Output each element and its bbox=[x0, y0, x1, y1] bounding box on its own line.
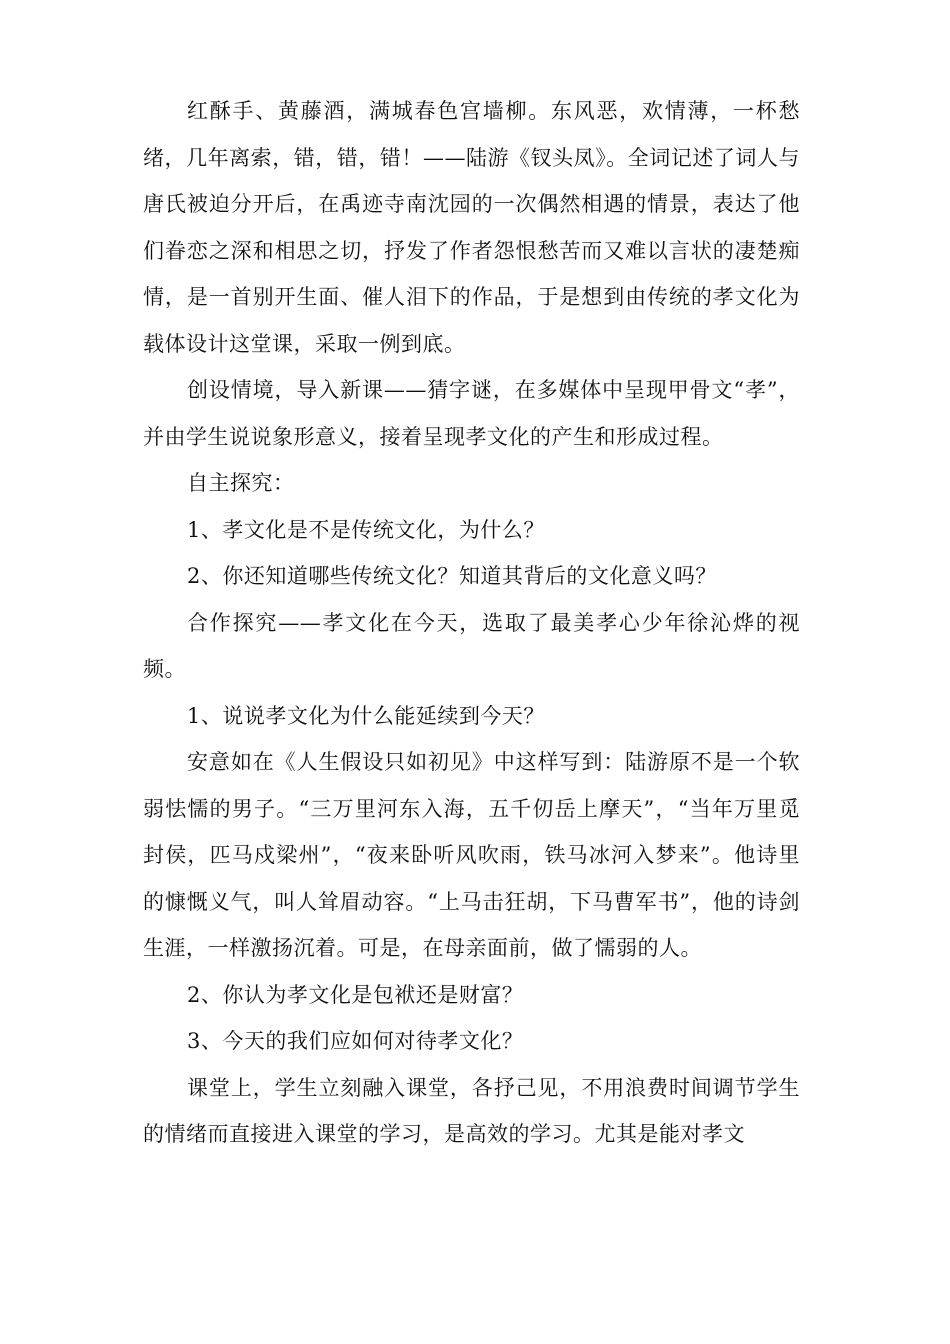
paragraph-an-yiru-quote: 安意如在《人生假设只如初见》中这样写到：陆游原不是一个软弱怯懦的男子。“三万里河东入海，五千仞岳上摩天”，“当年万里觅封侯，匹马戍梁州”，“夜来卧听风吹雨，铁马冰河入梦来”。他诗里的慷慨义气，叫人耸眉动容。“上马击狂胡，下马曹军书”，他的诗剑生涯，一样激扬沉着。可是，在母亲面前，做了懦弱的人。 bbox=[143, 750, 800, 960]
paragraph-discussion-2: 2、你认为孝文化是包袱还是财富？ bbox=[187, 982, 524, 1007]
paragraph-cooperative-inquiry: 合作探究——孝文化在今天，选取了最美孝心少年徐沁烨的视频。 bbox=[143, 610, 800, 681]
paragraph-self-inquiry-heading: 自主探究： bbox=[187, 471, 295, 495]
paragraph-question-2: 2、你还知道哪些传统文化？知道其背后的文化意义吗？ bbox=[187, 564, 717, 588]
paragraph-chaitoufeng-intro: 红酥手、黄藤酒，满城春色宫墙柳。东风恶，欢情薄，一杯愁绪，几年离索，错，错，错！——陆游《钗头凤》。全词记述了词人与唐氏被迫分开后，在禹迹寺南沈园的一次偶然相遇的情景，表达了他们眷恋之深和相思之切，抒发了作者怨恨愁苦而又难以言状的凄楚痴情，是一首别开生面、催人泪下的作品，于是想到由传统的孝文化为载体设计这堂课，采取一例到底。 bbox=[143, 99, 800, 356]
document-page bbox=[143, 88, 800, 1158]
paragraph-classroom-reflection: 课堂上，学生立刻融入课堂，各抒己见，不用浪费时间调节学生的情绪而直接进入课堂的学习，是高效的学习。尤其是能对孝文 bbox=[143, 1075, 800, 1146]
paragraph-discussion-3: 3、今天的我们应如何对待孝文化？ bbox=[187, 1029, 524, 1053]
paragraph-create-situation: 创设情境，导入新课——猜字谜，在多媒体中呈现甲骨文“孝”，并由学生说说象形意义，接着呈现孝文化的产生和形成过程。 bbox=[143, 378, 800, 449]
paragraph-discussion-1: 1、说说孝文化为什么能延续到今天？ bbox=[187, 703, 545, 728]
paragraph-question-1: 1、孝文化是不是传统文化，为什么？ bbox=[187, 517, 545, 542]
